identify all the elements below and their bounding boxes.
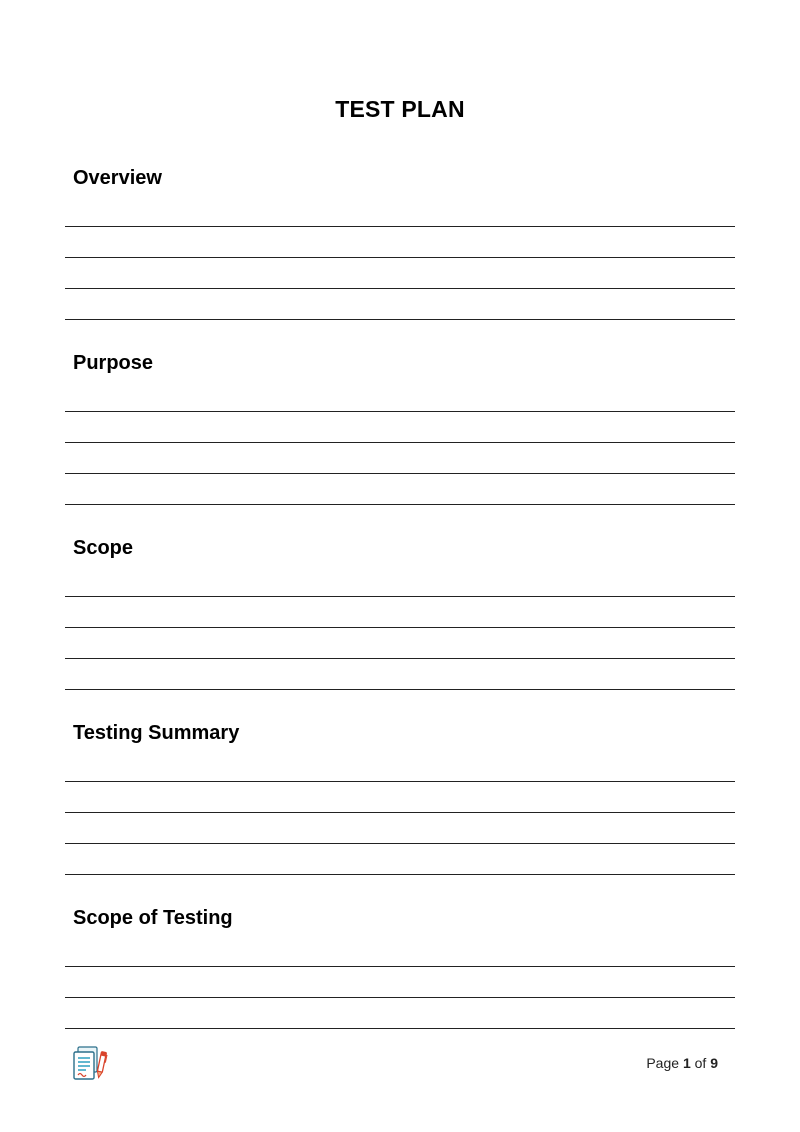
writing-line[interactable] [65, 288, 735, 289]
section-heading-scope: Scope [73, 537, 134, 559]
writing-line[interactable] [65, 504, 735, 505]
writing-line[interactable] [65, 627, 735, 628]
section-heading-overview: Overview [73, 167, 162, 189]
page-number [646, 1055, 718, 1071]
writing-line[interactable] [65, 843, 735, 844]
writing-line[interactable] [65, 596, 735, 597]
total-pages: 9 [710, 1055, 718, 1071]
page-of: of [694, 1055, 707, 1071]
writing-line[interactable] [65, 689, 735, 690]
writing-line[interactable] [65, 966, 735, 967]
writing-line[interactable] [65, 442, 735, 443]
writing-line[interactable] [65, 226, 735, 227]
writing-line[interactable] [65, 781, 735, 782]
current-page: 1 [682, 1055, 691, 1071]
writing-line[interactable] [65, 257, 735, 258]
writing-line[interactable] [65, 319, 735, 320]
writing-line[interactable] [65, 812, 735, 813]
document-pen-icon [72, 1046, 110, 1082]
section-heading-scope-of-testing: Scope of Testing [73, 907, 233, 929]
writing-line[interactable] [65, 473, 735, 474]
writing-line[interactable] [65, 874, 735, 875]
writing-line[interactable] [65, 1028, 735, 1029]
section-heading-testing-summary: Testing Summary [73, 722, 240, 744]
page-prefix: Page [646, 1055, 680, 1071]
writing-line[interactable] [65, 997, 735, 998]
document-title: TEST PLAN [335, 96, 465, 122]
section-heading-purpose: Purpose [73, 352, 154, 374]
writing-line[interactable] [65, 411, 735, 412]
writing-line[interactable] [65, 658, 735, 659]
